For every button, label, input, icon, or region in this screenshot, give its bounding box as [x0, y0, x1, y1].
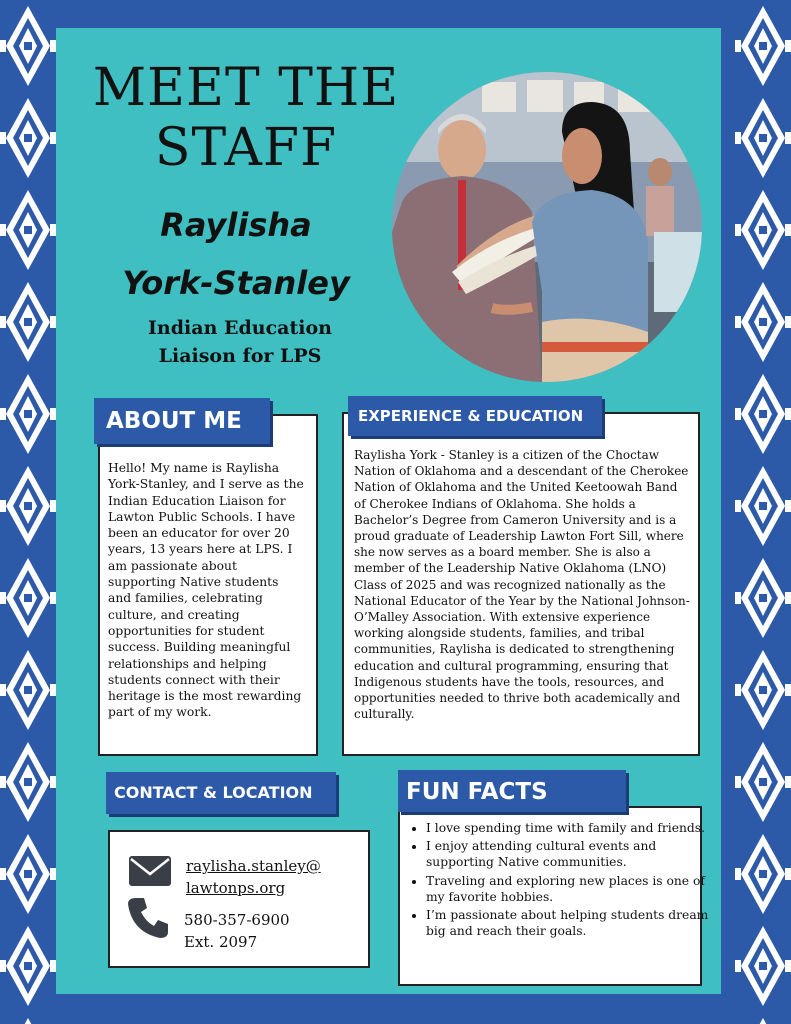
- staff-photo: [392, 72, 702, 382]
- about-heading: [94, 398, 270, 444]
- title-line-2: STAFF: [154, 118, 338, 178]
- experience-text: Raylisha York - Stanley is a citizen of the Choctaw Nation of Oklahoma and a descendant of the Cherokee Nation of Oklahoma and the United Keetoowah Band of Cherokee Indians of Oklahoma. She holds a Bachelor’s Degree from Cameron University and is a proud graduate of Leadership Lawton Fort Sill, where she now serves as a board member. She is also a member of the Leadership Native Oklahoma (LNO) Class of 2025 and was recognized nationally as the National Educator of the Year by the National Johnson-O’Malley Association. With extensive experience working alongside students, families, and tribal communities, Raylisha is dedicated to strengthening education and cultural programming, ensuring that Indigenous students have the tools, resources, and opportunities needed to thrive both academically and culturally.: [354, 448, 690, 722]
- staff-role: [110, 314, 370, 370]
- contact-email[interactable]: [186, 855, 321, 899]
- page-title: [86, 58, 406, 178]
- email-line-1[interactable]: raylisha.stanley@: [186, 857, 321, 875]
- envelope-icon: [128, 855, 172, 887]
- phone-icon: [126, 894, 172, 940]
- fun-fact-item: • Traveling and exploring new places is one of my favorite hobbies.: [426, 873, 710, 905]
- title-line-1: MEET THE: [92, 58, 400, 118]
- fun-fact-item: • I’m passionate about helping students dream big and reach their goals.: [426, 907, 710, 939]
- fun-facts-heading: [398, 770, 626, 812]
- contact-phone: [184, 909, 290, 953]
- contact-heading-text: CONTACT & LOCATION: [114, 783, 313, 802]
- right-pattern-border: [735, 0, 791, 1024]
- phone-line-1: 580-357-6900: [184, 911, 290, 929]
- phone-line-2: Ext. 2097: [184, 933, 258, 951]
- fun-fact-item: • I love spending time with family and friends.: [426, 820, 710, 836]
- name-line-1: Raylisha: [160, 206, 312, 244]
- fun-facts-heading-text: FUN FACTS: [406, 779, 548, 805]
- email-line-2[interactable]: lawtonps.org: [186, 879, 286, 897]
- left-pattern-border: [0, 0, 56, 1024]
- role-line-1: Indian Education: [148, 317, 332, 339]
- fun-fact-item: • I enjoy attending cultural events and supporting Native communities.: [426, 838, 710, 870]
- about-heading-text: ABOUT ME: [106, 408, 242, 434]
- contact-heading: [106, 772, 336, 814]
- name-line-2: York-Stanley: [122, 264, 350, 302]
- experience-heading: [348, 396, 602, 436]
- experience-heading-text: EXPERIENCE & EDUCATION: [358, 407, 584, 425]
- staff-name: [106, 196, 366, 312]
- about-text: Hello! My name is Raylisha York-Stanley, and I serve as the Indian Education Liaison for Lawton Public Schools. I have been an educator for over 20 years, 13 years here at LPS. I am passionate about supporting Native students and families, celebrating culture, and creating opportunities for student success. Building meaningful relationships and helping students connect with their heritage is the most rewarding part of my work.: [108, 461, 304, 720]
- role-line-2: Liaison for LPS: [158, 345, 322, 367]
- fun-facts-list: [408, 820, 710, 941]
